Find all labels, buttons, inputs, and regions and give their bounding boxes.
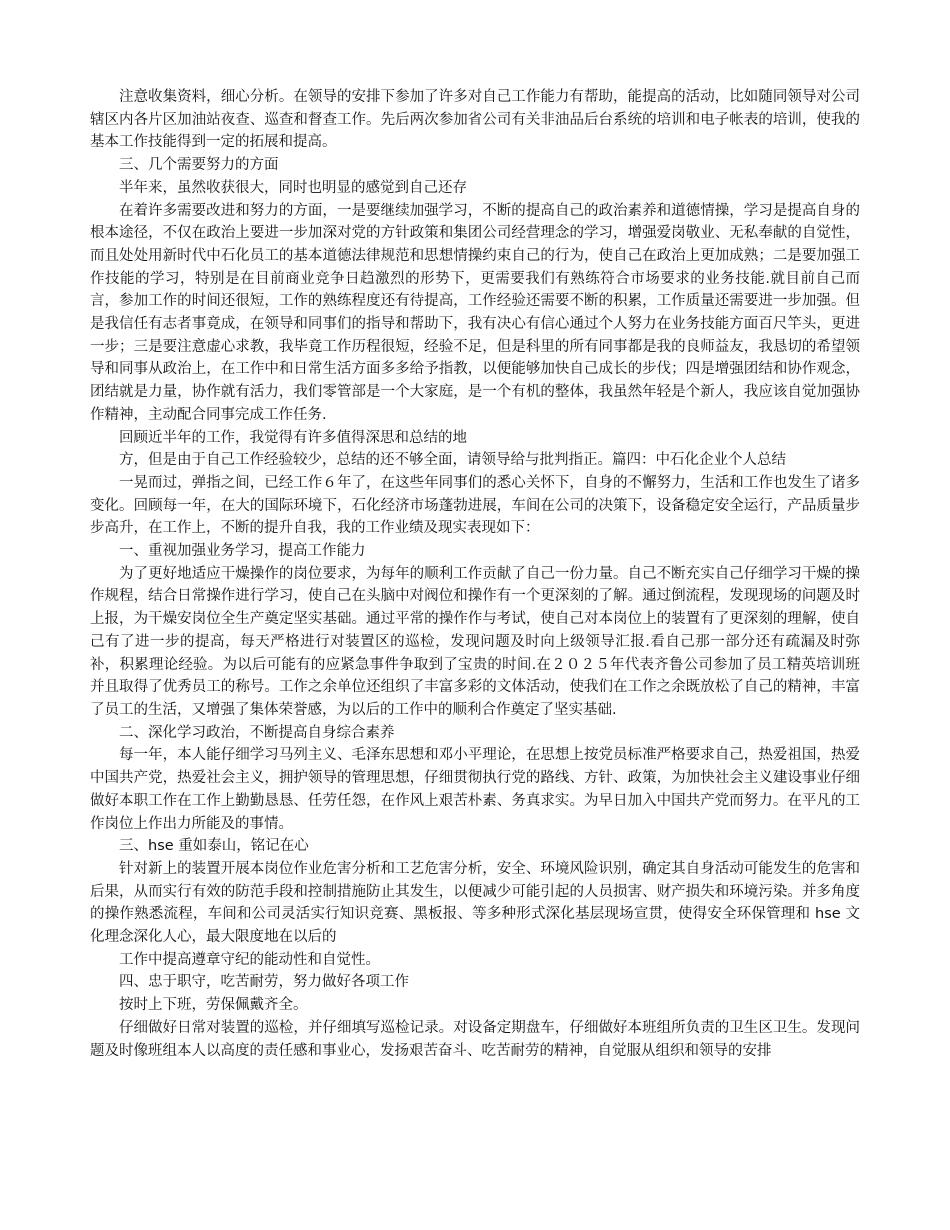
section-heading: 三、hse 重如泰山，铭记在心 bbox=[119, 838, 309, 855]
paragraph: 为了更好地适应干燥操作的岗位要求，为每年的顺利工作贡献了自己一份力量。自己不断充实自己仔细学习干燥的操作规程，结合日常操作进行学习，使自己在头脑中对阀位和操作有一个更深刻的了解。通过倒流程，发现现场的问题及时上报，为干燥安岗位全生产奠定坚实基础。通过平常的操作作与考试，使自己对本岗位上的装置有了更深刻的理解，使自己有了进一步的提高，每天严格进行对装置区的巡检，发现问题及时向上级领导汇报.看自己那一部分还有疏漏及时弥补，积累理论经验。为以后可能有的应紧急事件争取到了宝贵的时间.在２０２５年代表齐鲁公司参加了员工精英培训班并且取得了优秀员工的称号。工作之余单位还组织了丰富多彩的文体活动，使我们在工作之余既放松了自己的精神，丰富了员工的生活，又增强了集体荣誉感，为以后的工作中的顺利合作奠定了坚实基础. bbox=[90, 565, 860, 718]
paragraph: 在着许多需要改进和努力的方面，一是要继续加强学习，不断的提高自己的政治素养和道德情操，学习是提高自身的根本途径，不仅在政治上要进一步加深对党的方针政策和集团公司经营理念的学习，增强爱岗敬业、无私奉献的自觉性，而且处处用新时代中石化员工的基本道德法律规范和思想情操约束自己的行为，使自己在政治上更加成熟；二是要加强工作技能的学习，特别是在目前商业竞争日趋激烈的形势下，更需要我们有熟练符合市场要求的业务技能.就目前自己而言，参加工作的时间还很短，工作的熟练程度还有待提高，工作经验还需要不断的积累，工作质量还需要进一步加强。但是我信任有志者事竟成，在领导和同事们的指导和帮助下，我有决心有信心通过个人努力在业务技能方面百尺竿头，更进一步；三是要注意虚心求教，我毕竟工作历程很短，经验不足，但是科里的所有同事都是我的良师益友，我恳切的希望领导和同事从政治上，在工作中和日常生活方面多多给予指教，以便能够加快自己成长的步伐；四是增强团结和协作观念，团结就是力量，协作就有活力，我们零管部是一个大家庭，是一个有机的整体，我虽然年轻是个新人，我应该自觉加强协作精神，主动配合同事完成工作任务. bbox=[90, 202, 860, 423]
paragraph: 按时上下班，劳保佩戴齐全。 bbox=[119, 997, 308, 1014]
paragraph: 每一年，本人能仔细学习马列主义、毛泽东思想和邓小平理论，在思想上按党员标准严格要求自己，热爱祖国，热爱中国共产党，热爱社会主义，拥护领导的管理思想，仔细贯彻执行党的路线、方针、政策，为加快社会主义建设事业仔细做好本职工作在工作上勤勤恳恳、任劳任怨，在作风上艰苦朴素、务真求实。为早日加入中国共产党而努力。在平凡的工作岗位上作出力所能及的事情。 bbox=[90, 747, 860, 832]
paragraph: 针对新上的装置开展本岗位作业危害分析和工艺危害分析，安全、环境风险识别，确定其自身活动可能发生的危害和后果，从而实行有效的防范手段和控制措施防止其发生，以便减少可能引起的人员损害、财产损失和环境污染。并多角度的操作熟悉流程，车间和公司灵活实行知识竞赛、黑板报、等多种形式深化基层现场宣贯，使得安全环保管理和 hse 文化理念深化人心，最大限度地在以后的 bbox=[90, 860, 860, 946]
document-body bbox=[90, 86, 860, 1062]
section-heading: 一、重视加强业务学习，提高工作能力 bbox=[119, 543, 366, 560]
section-heading: 四、忠于职守，吃苦耐劳，努力做好各项工作 bbox=[119, 974, 409, 991]
paragraph: 回顾近半年的工作，我觉得有许多值得深思和总结的地 bbox=[119, 429, 467, 446]
section-heading: 三、几个需要努力的方面 bbox=[119, 157, 279, 174]
paragraph: 方，但是由于自己工作经验较少，总结的还不够全面，请领导给与批判指正。篇四：中石化企业个人总结 bbox=[119, 452, 786, 469]
paragraph: 工作中提高遵章守纪的能动性和自觉性。 bbox=[119, 951, 380, 968]
paragraph: 半年来，虽然收获很大，同时也明显的感觉到自己还存 bbox=[119, 179, 467, 196]
section-heading: 二、深化学习政治，不断提高自身综合素养 bbox=[119, 724, 395, 741]
paragraph: 注意收集资料，细心分析。在领导的安排下参加了许多对自己工作能力有帮助，能提高的活动，比如随同领导对公司辖区内各片区加油站夜查、巡查和督查工作。先后两次参加省公司有关非油品后台系统的培训和电子帐表的培训，使我的基本工作技能得到一定的拓展和提高。 bbox=[90, 89, 860, 151]
paragraph: 仔细做好日常对装置的巡检，并仔细填写巡检记录。对设备定期盘车，仔细做好本班组所负责的卫生区卫生。发现问题及时像班组本人以高度的责任感和事业心，发扬艰苦奋斗、吃苦耐劳的精神，自觉服从组织和领导的安排 bbox=[90, 1019, 860, 1059]
paragraph: 一晃而过，弹指之间，已经工作６年了，在这些年同事们的悉心关怀下，自身的不懈努力，生活和工作也发生了诸多变化。回顾每一年，在大的国际环境下，石化经济市场蓬勃进展，车间在公司的决策下，设备稳定安全运行，产品质量步步高升，在工作上，不断的提升自我，我的工作业绩及现实表现如下： bbox=[90, 474, 860, 537]
